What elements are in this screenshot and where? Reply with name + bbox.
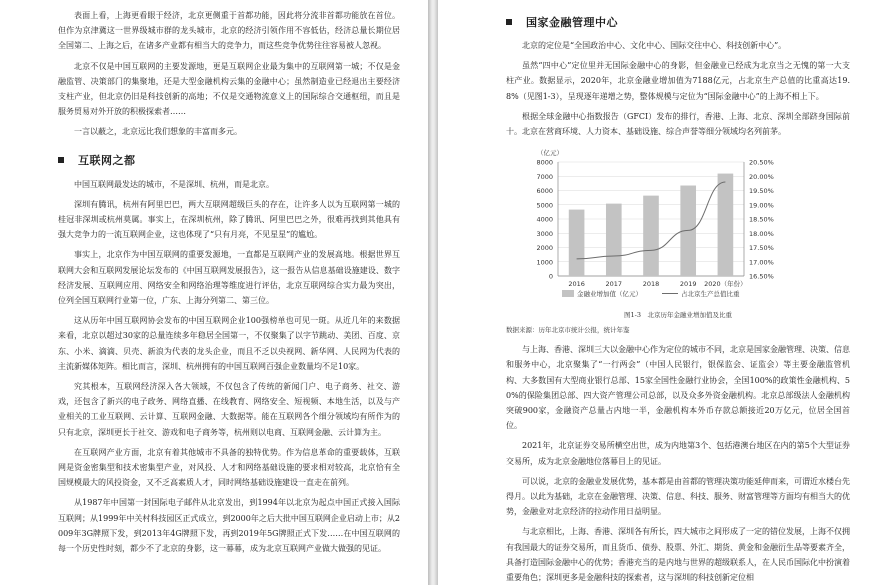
section-heading-finance: [506, 14, 850, 30]
section-heading-text: 国家金融管理中心: [526, 16, 618, 29]
left-tick-label: 0: [548, 272, 553, 281]
left-tick-label: 6000: [536, 187, 553, 196]
paragraph: 根据全球金融中心指数报告（GFCI）发布的排行，香港、上海、北京、深圳全部跻身国际前十。北京在营商环境、人力资本、基础设施、综合声誉等细分领域均名列前茅。: [506, 111, 850, 137]
section-heading-internet: [58, 152, 400, 168]
x-tick-label: 2018: [642, 280, 660, 289]
left-page-content: [58, 8, 400, 561]
right-page: [438, 0, 892, 585]
finance-chart: [506, 144, 850, 310]
paragraph: 一言以蔽之，北京远比我们想象的丰富而多元。: [74, 127, 242, 137]
left-tick-label: 2000: [536, 244, 553, 253]
right-tick-label: 17.50%: [749, 244, 774, 253]
paragraph: 与上海、香港、深圳三大以金融中心作为定位的城市不同，北京是国家金融管理、决策、信息和服务中心，北京聚集了“一行两会”（中国人民银行，银保监会、证监会）等主要金融监管机构、大多数国有大型商业银行总部、15家全国性金融行业协会，全国100%的政策性金融机构、50%的保险集团总部、四大资产管理公司总部，以及众多外资金融机构。北京总部级法人金融机构突破900家，金融资产总量占内地一半，金融机构本外币存款总额接近20万亿元，位居全国首位。: [506, 345, 850, 431]
paragraph: 这从历年中国互联网协会发布的中国互联网企业100强榜单也可见一斑。从近几年的来数据来看，北京以超过30家的总量连续多年稳居全国第一，不仅聚集了以字节跳动、美团、百度、京东、小米、滴滴、贝壳、新浪为代表的龙头企业，而且不乏以央视网、新华网、人民网为代表的主流新媒体矩阵。相比而言，深圳、杭州拥有的中国互联网百强企业数量均不足10家。: [58, 316, 400, 371]
paragraph: 从1987年中国第一封国际电子邮件从北京发出，到1994年以北京为起点中国正式接入国际互联网；从1999年中关村科技园区正式成立，到2000年之后大批中国互联网企业启动上市；从2009年3G牌照下发，到2013年4G牌照下发，再到2019年5G牌照正式下发……在中国互联网的每一个历史性时刻，都少不了北京的身影，这一幕幕，成为北京互联网产业做大做强的见证。: [58, 498, 400, 554]
paragraph: 与北京相比，上海、香港、深圳各有所长，四大城市之间形成了一定的错位发展，上海不仅拥有我国最大的证券交易所，而且货币、债券、股票、外汇、期货、黄金和金融衍生品等要素齐全，具备打造国际金融中心的优势；香港充当的是内地与世界的超级联系人，在人民币国际化中扮演着重要角色；深圳更多是金融科技的探索者，这与深圳的科技创新定位相: [506, 527, 850, 583]
bar: [606, 204, 622, 276]
paragraph: 深圳有腾讯，杭州有阿里巴巴，两大互联网超级巨头的存在，让许多人以为互联网第一城的桂冠非深圳或杭州莫属。事实上，在深圳杭州，除了腾讯、阿里巴巴之外，很难再找到其他具有强大竞争力的一流互联网企业，这也体现了“只有月亮，不见星星”的尴尬。: [58, 199, 400, 240]
square-bullet-icon: [58, 157, 64, 163]
paragraph: 究其根本，互联网经济深入各大领域，不仅包含了传统的新闻门户、电子商务、社交、游戏，还包含了新兴的电子政务、网络直播、在线教育、网络安全、短视频、本地生活，以及与产业相关的工业互联网、云计算、互联网金融、大数据等。能在互联网各个细分领域均有所作为的只有北京，深圳更长于社交、游戏和电子商务等，杭州则以电商、互联网金融、云计算为主。: [58, 382, 400, 437]
paragraph: 虽然“四中心”定位里并无国际金融中心的身影，但金融业已经成为北京当之无愧的第一大支柱产业。数据显示，2020年，北京金融业增加值为7188亿元，占北京生产总值的比重高达19.8%（见图1-3），呈现逐年递增之势，整体规模与定位为“国际金融中心”的上海不相上下。: [506, 61, 850, 101]
legend-bar-label: 金融业增加值（亿元）: [577, 290, 642, 299]
paragraph: 中国互联网最发达的城市，不是深圳、杭州，而是北京。: [74, 179, 274, 189]
right-tick-label: 19.50%: [749, 187, 774, 196]
bar: [569, 210, 585, 276]
paragraph: 事实上，北京作为中国互联网的重要发源地，一直都是互联网产业的发展高地。根据世界互联网大会和互联网发展论坛发布的《中国互联网发展报告》，这一报告从信息基础设施建设、数字经济发展、互联网应用、网络安全和网络治理等维度进行评估，北京互联网综合实力最为突出，位列全国互联网行业第一位，广东、上海分列第二、第三位。: [58, 250, 400, 306]
right-page-content: [506, 14, 850, 585]
bar: [718, 174, 734, 276]
figure-caption: 图1-3 北京历年金融业增加值及比重: [624, 311, 732, 320]
right-tick-label: 17.00%: [749, 258, 774, 267]
x-tick-label: 2016: [568, 280, 585, 289]
x-tick-label: 2020（年份）: [704, 280, 747, 289]
left-page: [0, 0, 428, 585]
x-tick-label: 2017: [605, 280, 623, 289]
section-heading-text: 互联网之都: [78, 153, 136, 167]
legend-line-label: 占北京生产总值比重: [681, 290, 740, 299]
data-source-note: 数据来源：历年北京市统计公报，统计年鉴: [506, 326, 630, 335]
paragraph: 在互联网产业方面，北京有着其他城市不具备的独特优势。作为信息革命的重要载体，互联网是资金密集型和技术密集型产业，对风投、人才和网络基础设施的要求相对较高，北京恰有全国规模最大的风投资金，又不乏高素质人才，同时网络基础设施建设一直走在前列。: [58, 447, 400, 488]
right-tick-label: 20.50%: [749, 158, 774, 167]
right-tick-label: 16.50%: [749, 272, 774, 281]
square-bullet-icon: [506, 19, 512, 25]
right-tick-label: 20.00%: [749, 172, 774, 181]
paragraph: 北京的定位是“全国政治中心、文化中心、国际交往中心、科技创新中心”。: [522, 41, 787, 50]
right-tick-label: 18.50%: [749, 215, 774, 224]
left-tick-label: 8000: [536, 158, 553, 167]
left-tick-label: 3000: [536, 229, 553, 238]
paragraph: 表面上看，上海更看眼于经济，北京更侧重于首都功能，因此将分流非首都功能放在首位。但作为京津冀这一世界级城市群的龙头城市，北京的经济引领作用不容低估，经济总量长期位居全国第二、上海之后，在诸多产业都有相当大的竞争力，而这些竞争优势往往容易被人忽视。: [58, 11, 400, 51]
legend-bar-swatch: [562, 290, 574, 297]
paragraph: 2021年，北京证券交易所横空出世，成为内地第3个、包括港澳台地区在内的第5个大型证券交易所，成为北京金融地位落幕目上的见证。: [506, 441, 850, 466]
page-gutter: [428, 0, 438, 585]
left-tick-label: 4000: [536, 215, 553, 224]
paragraph: 可以说，北京的金融业发展优势，基本都是由首都的管理决策功能延伸而来，可谓近水楼台先得月。以此为基础，北京在金融管理、决策、信息、科技、服务、财富管理等方面均有相当大的优势，金融业对北京经济的拉动作用日益明显。: [506, 476, 850, 517]
finance-chart-svg: [506, 144, 850, 310]
right-tick-label: 18.00%: [749, 229, 774, 238]
paragraph: 北京不仅是中国互联网的主要发源地，更是互联网企业最为集中的互联网第一城；不仅是金融监管、决策部门的集聚地，还是大型金融机构云集的金融中心；虽然制造业已经退出主要经济支柱产业，但北京仍旧是科技创新的高地；不仅是交通物流意义上的国际综合交通枢纽，而且是服务贸易对外开放的积极探索者……: [58, 61, 400, 117]
bar: [643, 196, 659, 276]
x-tick-label: 2019: [679, 280, 697, 289]
left-tick-label: 1000: [536, 258, 553, 267]
left-tick-label: 5000: [536, 201, 553, 210]
left-tick-label: 7000: [536, 172, 553, 181]
right-tick-label: 19.00%: [749, 201, 774, 210]
left-axis-unit: （亿元）: [537, 149, 563, 158]
